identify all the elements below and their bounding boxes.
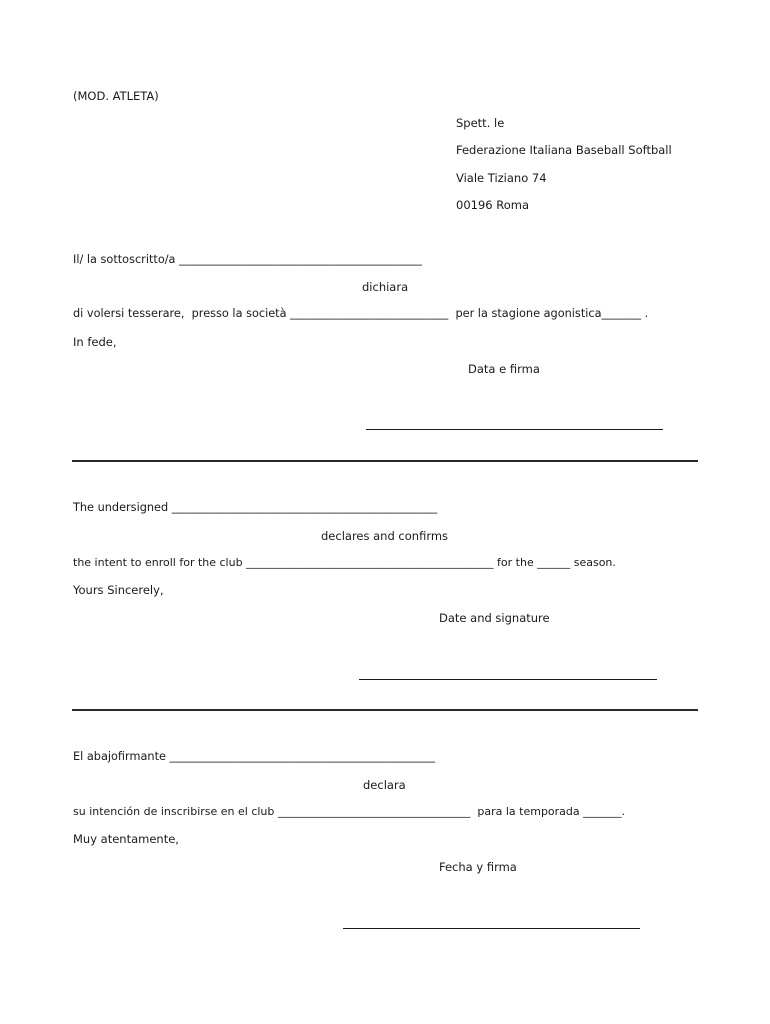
spanish-undersigned-line: El abajofirmante _______________________________________________: [73, 750, 436, 763]
form-code: (MOD. ATLETA): [73, 89, 159, 103]
addressee-salutation: Spett. le: [456, 116, 505, 130]
addressee-city: 00196 Roma: [456, 198, 529, 212]
italian-closing: In fede,: [73, 335, 117, 349]
italian-undersigned-line: Il/ la sottoscritto/a ___________________________________________: [73, 253, 422, 266]
italian-date-signature-label: Data e firma: [468, 362, 540, 376]
spanish-declares: declara: [363, 778, 406, 792]
spanish-club-line: su intención de inscribirse en el club ___________________________________ para la temporada _______.: [73, 805, 626, 818]
spanish-signature-line: [343, 928, 640, 929]
italian-signature-line: [366, 429, 663, 430]
english-closing: Yours Sincerely,: [73, 583, 164, 597]
english-signature-line: [359, 679, 657, 680]
addressee-street: Viale Tiziano 74: [456, 171, 547, 185]
english-undersigned-line: The undersigned _______________________________________________: [73, 501, 438, 514]
spanish-closing: Muy atentamente,: [73, 832, 179, 846]
italian-declares: dichiara: [362, 280, 409, 294]
english-club-line: the intent to enroll for the club _____________________________________________ for the ______ season.: [73, 556, 616, 569]
italian-club-line: di volersi tesserare, presso la società ____________________________ per la stagione agonistica_______ .: [73, 307, 649, 320]
english-date-signature-label: Date and signature: [439, 611, 550, 625]
section-divider: [72, 460, 698, 462]
addressee-organization: Federazione Italiana Baseball Softball: [456, 143, 672, 157]
section-divider: [72, 709, 698, 711]
english-declares: declares and confirms: [321, 529, 449, 543]
spanish-date-signature-label: Fecha y firma: [439, 860, 517, 874]
